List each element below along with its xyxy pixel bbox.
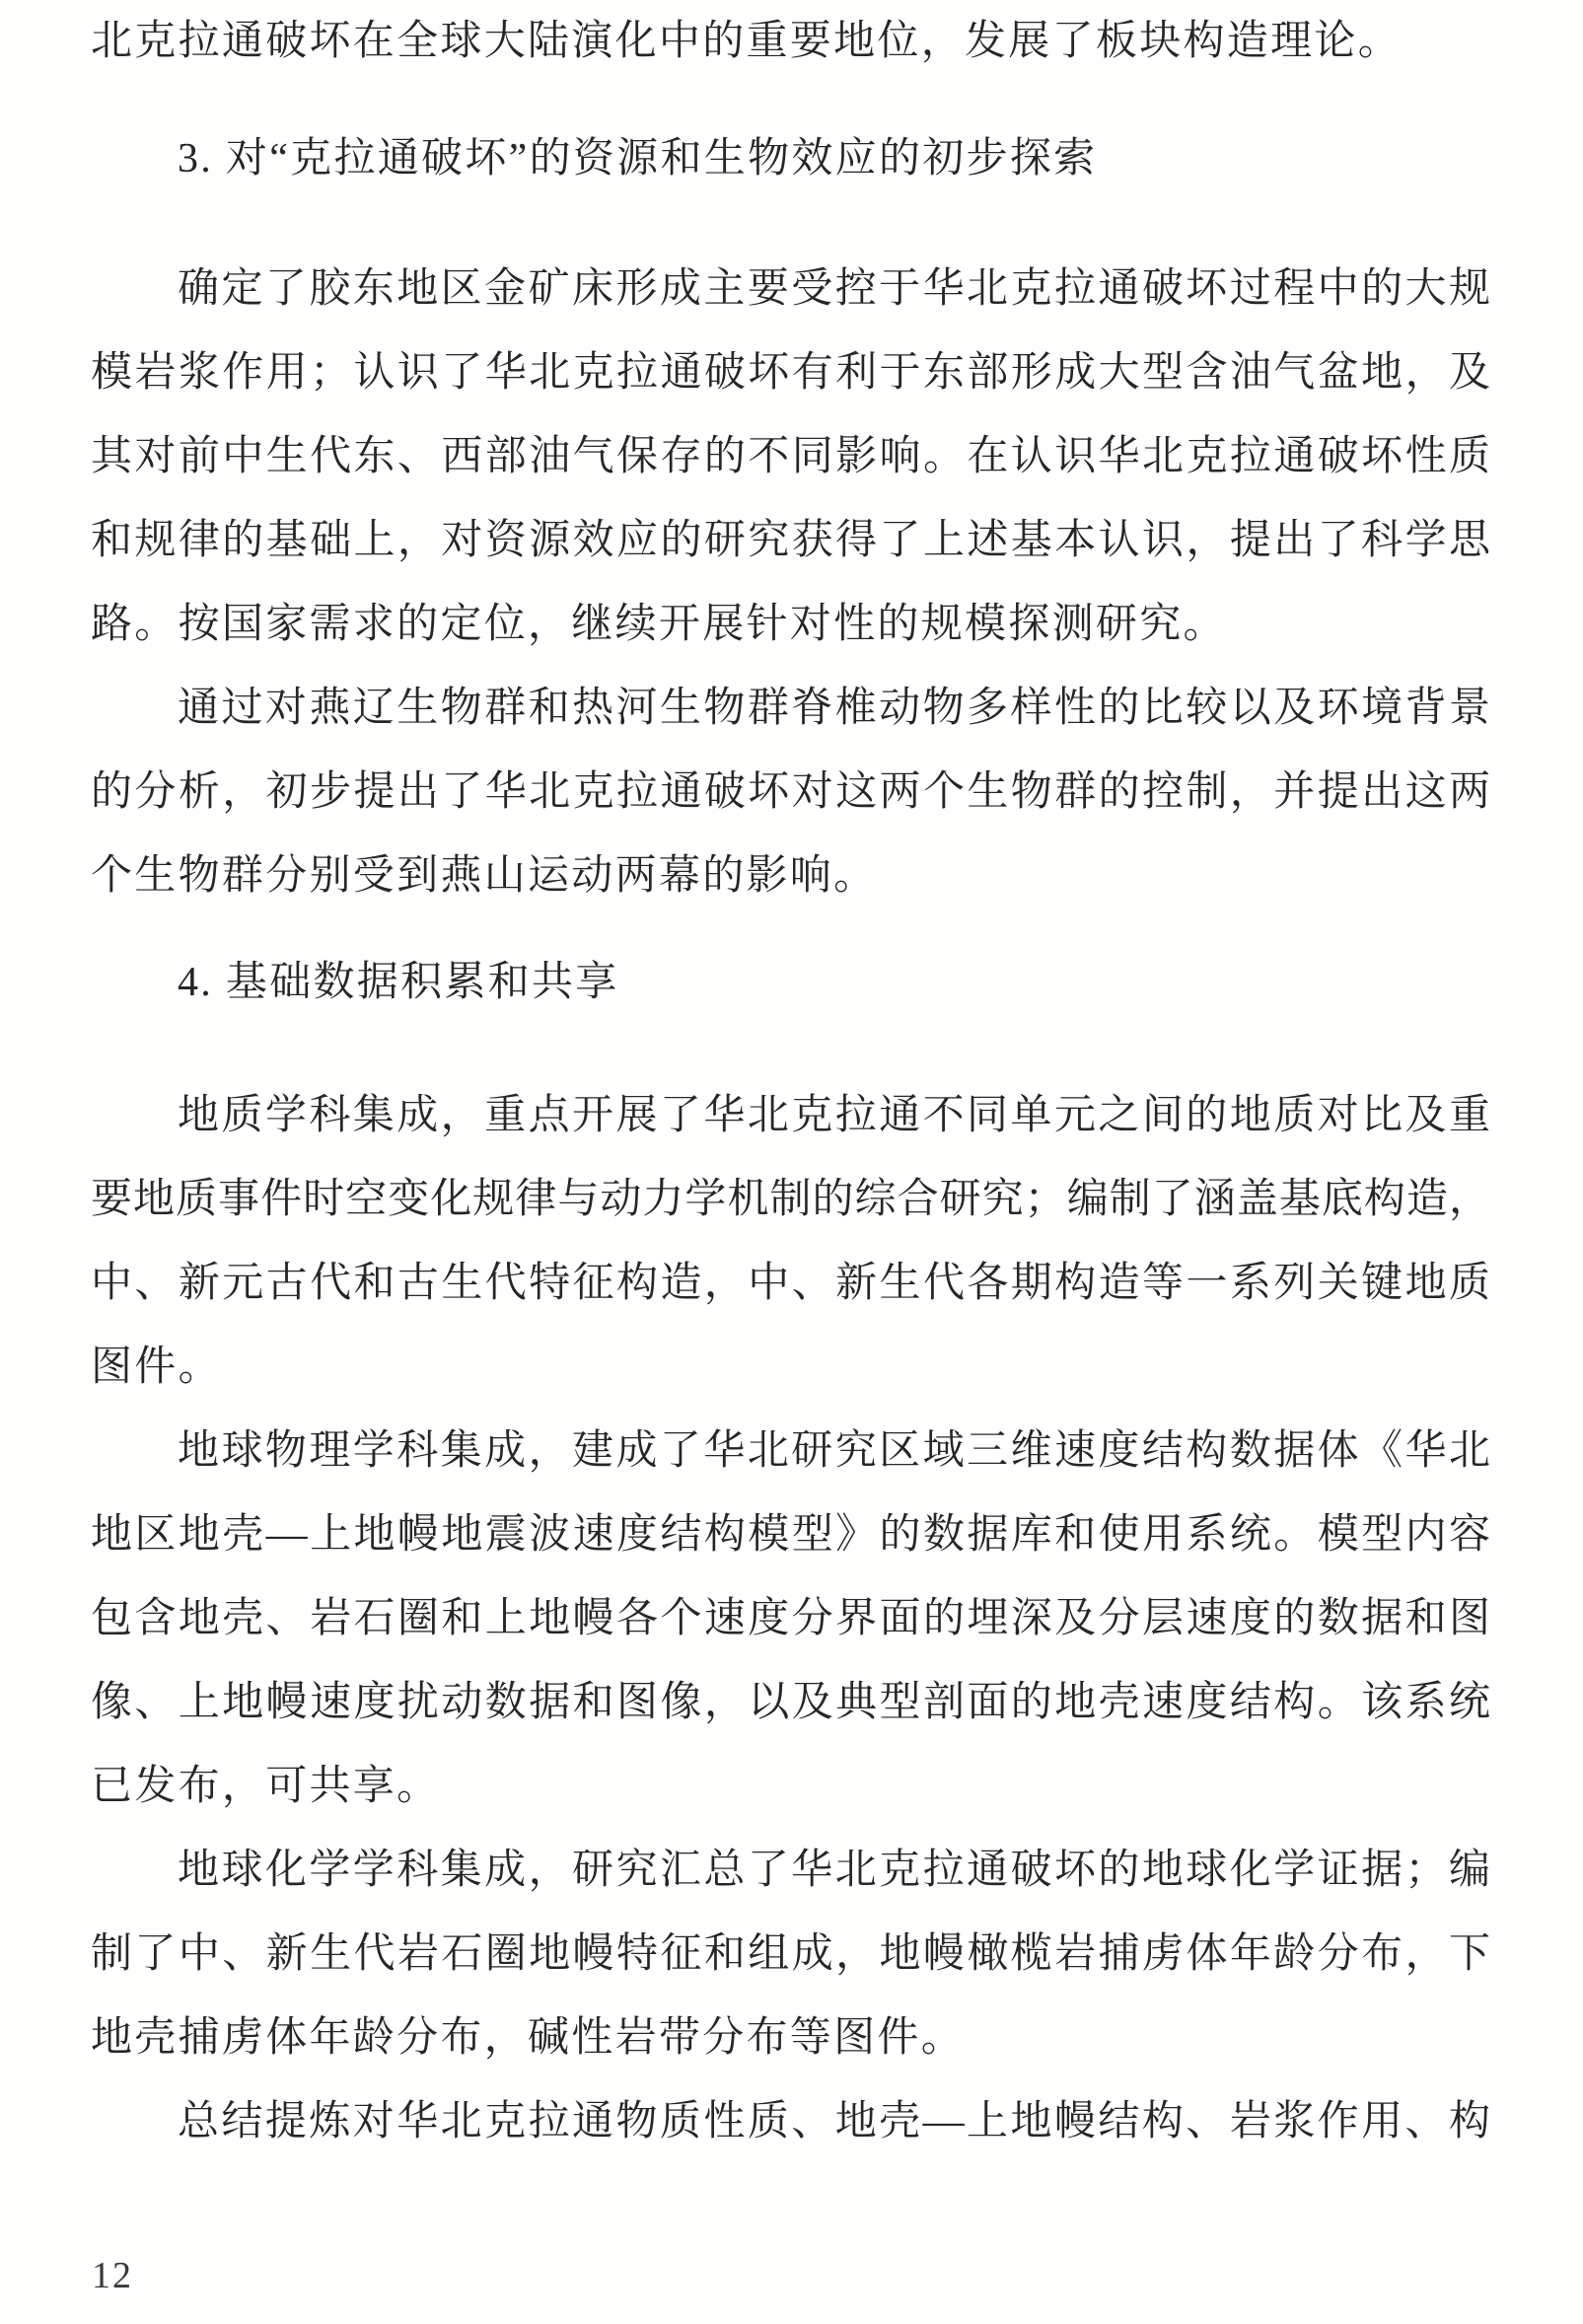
section-heading-4: 4. 基础数据积累和共享 <box>178 960 619 1005</box>
section-heading-3: 3. 对“克拉通破坏”的资源和生物效应的初步探索 <box>178 136 1098 182</box>
body-text-line: 的分析，初步提出了华北克拉通破坏对这两个生物群的控制，并提出这两 <box>91 769 1490 815</box>
text-block <box>91 0 1490 2164</box>
body-text-line: 中、新元古代和古生代特征构造，中、新生代各期构造等一系列关键地质 <box>91 1261 1490 1306</box>
body-text-line: 地球物理学科集成，建成了华北研究区域三维速度结构数据体《华北 <box>178 1428 1490 1474</box>
body-text-line: 通过对燕辽生物群和热河生物群脊椎动物多样性的比较以及环境背景 <box>178 686 1490 731</box>
body-text-line: 地球化学学科集成，研究汇总了华北克拉通破坏的地球化学证据；编 <box>178 1848 1490 1893</box>
body-text-line: 地壳捕虏体年龄分布，碱性岩带分布等图件。 <box>91 2015 966 2061</box>
body-text-line: 已发布，可共享。 <box>91 1764 441 1809</box>
body-text-line: 像、上地幔速度扰动数据和图像，以及典型剖面的地壳速度结构。该系统 <box>91 1680 1490 1725</box>
body-text-line: 确定了胶东地区金矿床形成主要受控于华北克拉通破坏过程中的大规 <box>178 266 1490 312</box>
body-text-line: 和规律的基础上，对资源效应的研究获得了上述基本认识，提出了科学思 <box>91 518 1490 563</box>
body-text-line: 包含地壳、岩石圈和上地幔各个速度分界面的埋深及分层速度的数据和图 <box>91 1596 1490 1641</box>
body-text-line: 路。按国家需求的定位，继续开展针对性的规模探测研究。 <box>91 602 1227 647</box>
body-text-line: 北克拉通破坏在全球大陆演化中的重要地位，发展了板块构造理论。 <box>91 19 1403 64</box>
body-text-line: 个生物群分别受到燕山运动两幕的影响。 <box>91 853 878 899</box>
body-text-line: 图件。 <box>91 1344 222 1390</box>
body-text-line: 模岩浆作用；认识了华北克拉通破坏有利于东部形成大型含油气盆地，及 <box>91 350 1490 396</box>
page-number: 12 <box>92 2255 133 2296</box>
body-text-line: 总结提炼对华北克拉通物质性质、地壳—上地幔结构、岩浆作用、构 <box>178 2099 1490 2144</box>
body-text-line: 地质学科集成，重点开展了华北克拉通不同单元之间的地质对比及重 <box>178 1093 1490 1138</box>
body-text-line: 地区地壳—上地幔地震波速度结构模型》的数据库和使用系统。模型内容 <box>91 1512 1490 1558</box>
body-text-line: 其对前中生代东、西部油气保存的不同影响。在认识华北克拉通破坏性质 <box>91 434 1490 479</box>
body-text-line: 要地质事件时空变化规律与动力学机制的综合研究；编制了涵盖基底构造， <box>91 1177 1490 1222</box>
body-text-line: 制了中、新生代岩石圈地幔特征和组成，地幔橄榄岩捕虏体年龄分布，下 <box>91 1931 1490 1977</box>
